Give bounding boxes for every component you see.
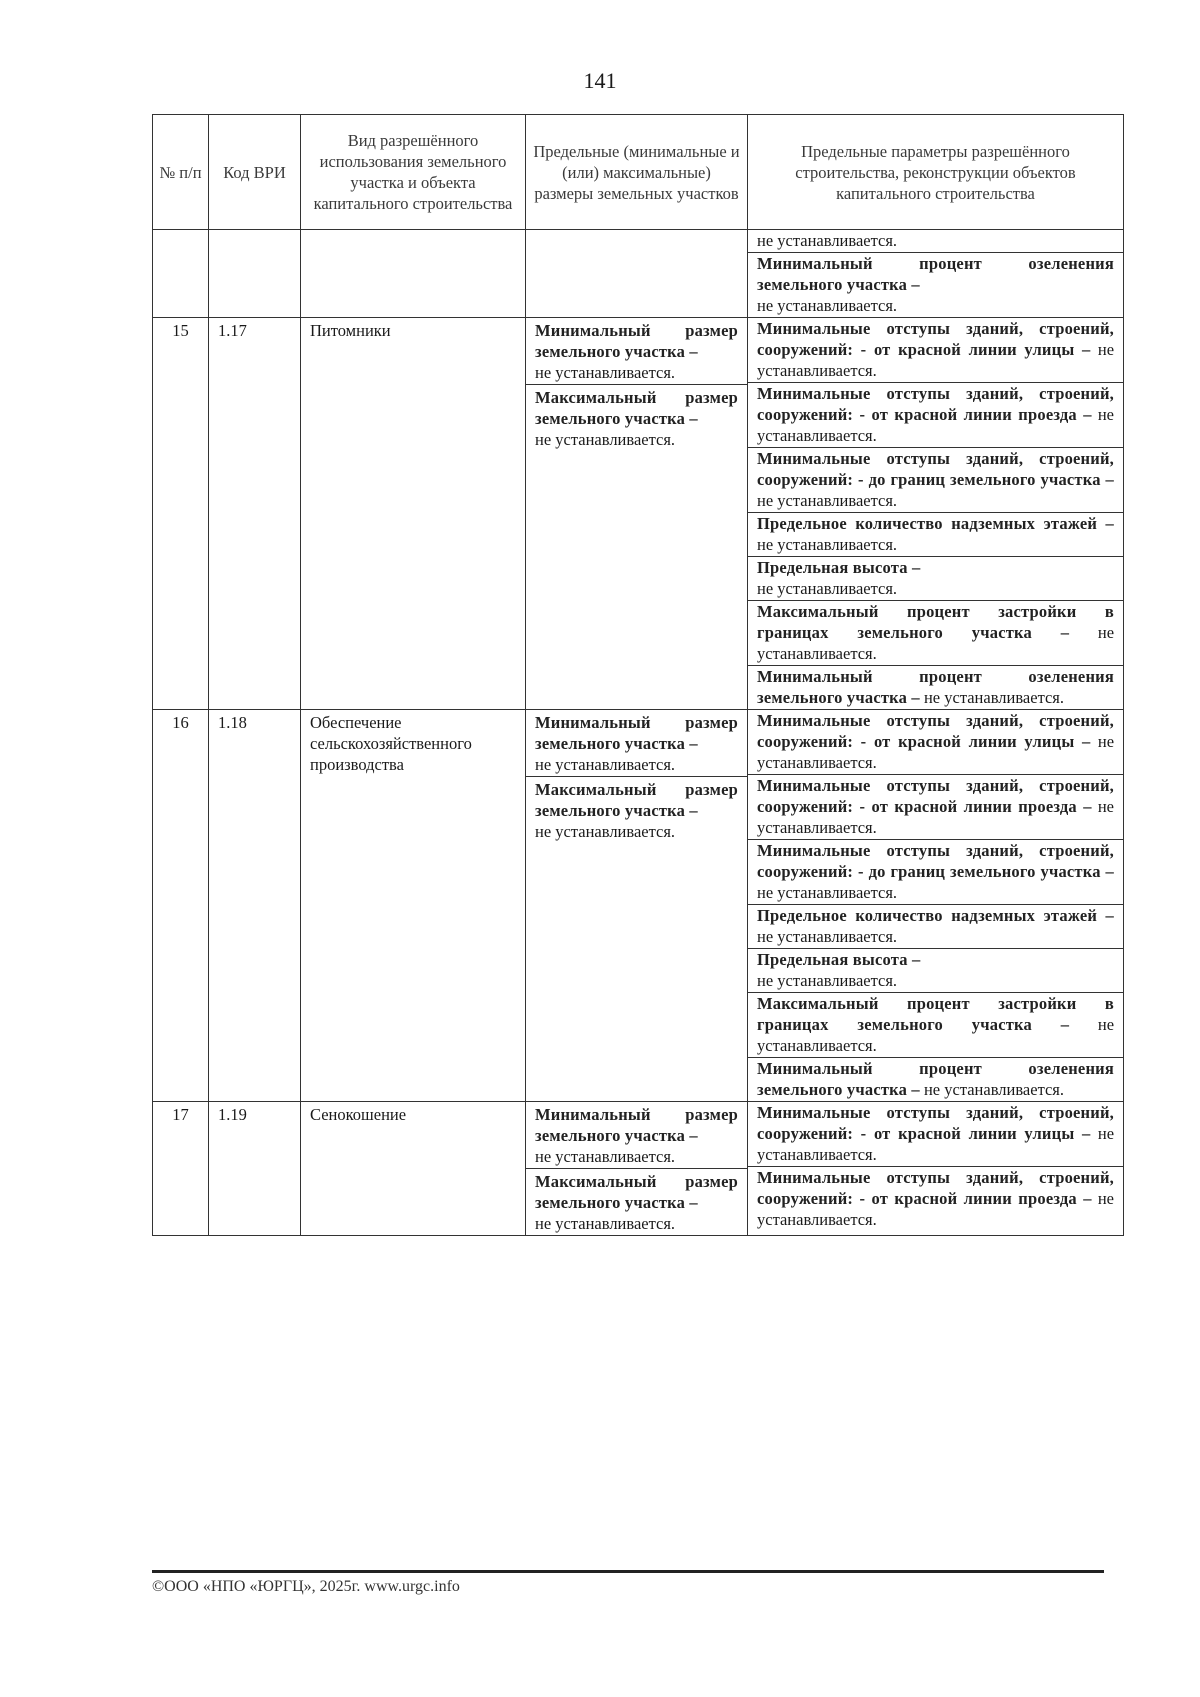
param-label: Минимальные отступы зданий, строений, сооружений: - от красной линии проезда – xyxy=(757,1168,1114,1208)
size-value: не устанавливается. xyxy=(535,363,676,382)
cell-size xyxy=(526,1102,748,1236)
param-item xyxy=(748,666,1123,709)
cell-num xyxy=(153,230,209,318)
param-item xyxy=(748,949,1123,993)
size-value: не устанавливается. xyxy=(535,1147,676,1166)
size-item xyxy=(526,1169,747,1235)
param-item xyxy=(748,1102,1123,1167)
param-value: не устанавливается. xyxy=(757,1124,1115,1164)
table-row xyxy=(153,710,1124,1102)
param-label: Минимальные отступы зданий, строений, сооружений: - до границ земельного участка – xyxy=(757,841,1114,881)
cell-use: Сенокошение xyxy=(301,1102,526,1236)
param-value: не устанавливается. xyxy=(757,623,1115,663)
param-item xyxy=(748,601,1123,666)
cell-code: 1.19 xyxy=(209,1102,301,1236)
param-item xyxy=(748,905,1123,949)
cell-use: Обеспечение сельскохозяйственного производства xyxy=(301,710,526,1102)
size-value: не устанавливается. xyxy=(535,755,676,774)
param-item xyxy=(748,383,1123,448)
param-label: Предельная высота – xyxy=(757,558,921,577)
size-item xyxy=(526,385,747,451)
param-value: не устанавливается. xyxy=(757,1015,1115,1055)
cell-size xyxy=(526,230,748,318)
cell-num: 15 xyxy=(153,318,209,710)
param-value: не устанавливается. xyxy=(757,579,898,598)
param-label: Минимальные отступы зданий, строений, сооружений: - от красной линии проезда – xyxy=(757,776,1114,816)
size-label: Максимальный размер земельного участка – xyxy=(535,388,738,428)
size-label: Минимальный размер земельного участка – xyxy=(535,321,738,361)
param-value: не устанавливается. xyxy=(757,296,898,315)
param-item xyxy=(748,318,1123,383)
size-label: Максимальный размер земельного участка – xyxy=(535,1172,738,1212)
param-item xyxy=(748,513,1123,557)
cell-size xyxy=(526,710,748,1102)
size-item xyxy=(526,1102,747,1169)
cell-num: 16 xyxy=(153,710,209,1102)
param-item xyxy=(748,993,1123,1058)
cell-use: Питомники xyxy=(301,318,526,710)
page-number: 141 xyxy=(583,68,617,93)
size-label: Минимальный размер земельного участка – xyxy=(535,713,738,753)
param-label: Предельное количество надземных этажей – xyxy=(757,906,1114,925)
cell-params xyxy=(748,318,1124,710)
param-value: не устанавливается. xyxy=(923,688,1065,707)
header-code: Код ВРИ xyxy=(209,115,301,230)
param-item xyxy=(748,448,1123,513)
param-label: Минимальные отступы зданий, строений, сооружений: - от красной линии проезда – xyxy=(757,384,1114,424)
size-value: не устанавливается. xyxy=(535,1214,676,1233)
cell-use xyxy=(301,230,526,318)
size-label: Минимальный размер земельного участка – xyxy=(535,1105,738,1145)
header-num: № п/п xyxy=(153,115,209,230)
param-value: не устанавливается. xyxy=(923,1080,1065,1099)
size-item xyxy=(526,710,747,777)
cell-params xyxy=(748,230,1124,318)
cell-code: 1.18 xyxy=(209,710,301,1102)
param-label: Минимальный процент озеленения земельного участка – xyxy=(757,667,1114,707)
cell-code: 1.17 xyxy=(209,318,301,710)
header-params: Предельные параметры разрешённого строительства, реконструкции объектов капитального строительства xyxy=(748,115,1124,230)
size-value: не устанавливается. xyxy=(535,430,676,449)
cell-params xyxy=(748,710,1124,1102)
size-item xyxy=(526,318,747,385)
param-value: не устанавливается. xyxy=(757,927,898,946)
param-label: Предельная высота – xyxy=(757,950,921,969)
cell-params xyxy=(748,1102,1124,1236)
param-value: не устанавливается. xyxy=(757,340,1115,380)
param-label: Максимальный процент застройки в границах земельного участка – xyxy=(757,602,1114,642)
size-item xyxy=(526,777,747,843)
table-row xyxy=(153,1102,1124,1236)
param-value: не устанавливается. xyxy=(757,797,1114,837)
cell-num: 17 xyxy=(153,1102,209,1236)
param-item xyxy=(748,840,1123,905)
table-body xyxy=(153,230,1124,1236)
size-value: не устанавливается. xyxy=(535,822,676,841)
param-value: не устанавливается. xyxy=(757,535,898,554)
param-item xyxy=(748,1167,1123,1231)
param-label: Минимальные отступы зданий, строений, сооружений: - от красной линии улицы – xyxy=(757,1103,1114,1143)
table-row-continuation xyxy=(153,230,1124,318)
cell-size xyxy=(526,318,748,710)
param-label: Минимальные отступы зданий, строений, сооружений: - до границ земельного участка – xyxy=(757,449,1114,489)
footer-divider xyxy=(152,1570,1104,1573)
param-label: Минимальные отступы зданий, строений, сооружений: - от красной линии улицы – xyxy=(757,711,1114,751)
param-item xyxy=(748,710,1123,775)
param-item xyxy=(748,253,1123,317)
param-value: не устанавливается. xyxy=(757,883,898,902)
header-use: Вид разрешённого использования земельного участка и объекта капитального строительства xyxy=(301,115,526,230)
size-label: Максимальный размер земельного участка – xyxy=(535,780,738,820)
table-header-row xyxy=(153,115,1124,230)
footer-copyright: ©ООО «НПО «ЮРГЦ», 2025г. www.urgc.info xyxy=(152,1578,460,1595)
param-label: Минимальный процент озеленения земельного участка – xyxy=(757,254,1114,294)
param-value: не устанавливается. xyxy=(757,231,898,250)
table-row xyxy=(153,318,1124,710)
param-value: не устанавливается. xyxy=(757,1189,1114,1229)
param-value: не устанавливается. xyxy=(757,491,898,510)
param-label: Максимальный процент застройки в границах земельного участка – xyxy=(757,994,1114,1034)
param-item xyxy=(748,230,1123,253)
cell-code xyxy=(209,230,301,318)
param-item xyxy=(748,775,1123,840)
param-value: не устанавливается. xyxy=(757,405,1114,445)
param-item xyxy=(748,1058,1123,1101)
param-label: Минимальный процент озеленения земельного участка – xyxy=(757,1059,1114,1099)
regulations-table xyxy=(152,114,1124,1236)
param-value: не устанавливается. xyxy=(757,971,898,990)
param-label: Предельное количество надземных этажей – xyxy=(757,514,1114,533)
param-value: не устанавливается. xyxy=(757,732,1115,772)
param-label: Минимальные отступы зданий, строений, сооружений: - от красной линии улицы – xyxy=(757,319,1114,359)
param-item xyxy=(748,557,1123,601)
header-size: Предельные (минимальные и (или) максимальные) размеры земельных участков xyxy=(526,115,748,230)
